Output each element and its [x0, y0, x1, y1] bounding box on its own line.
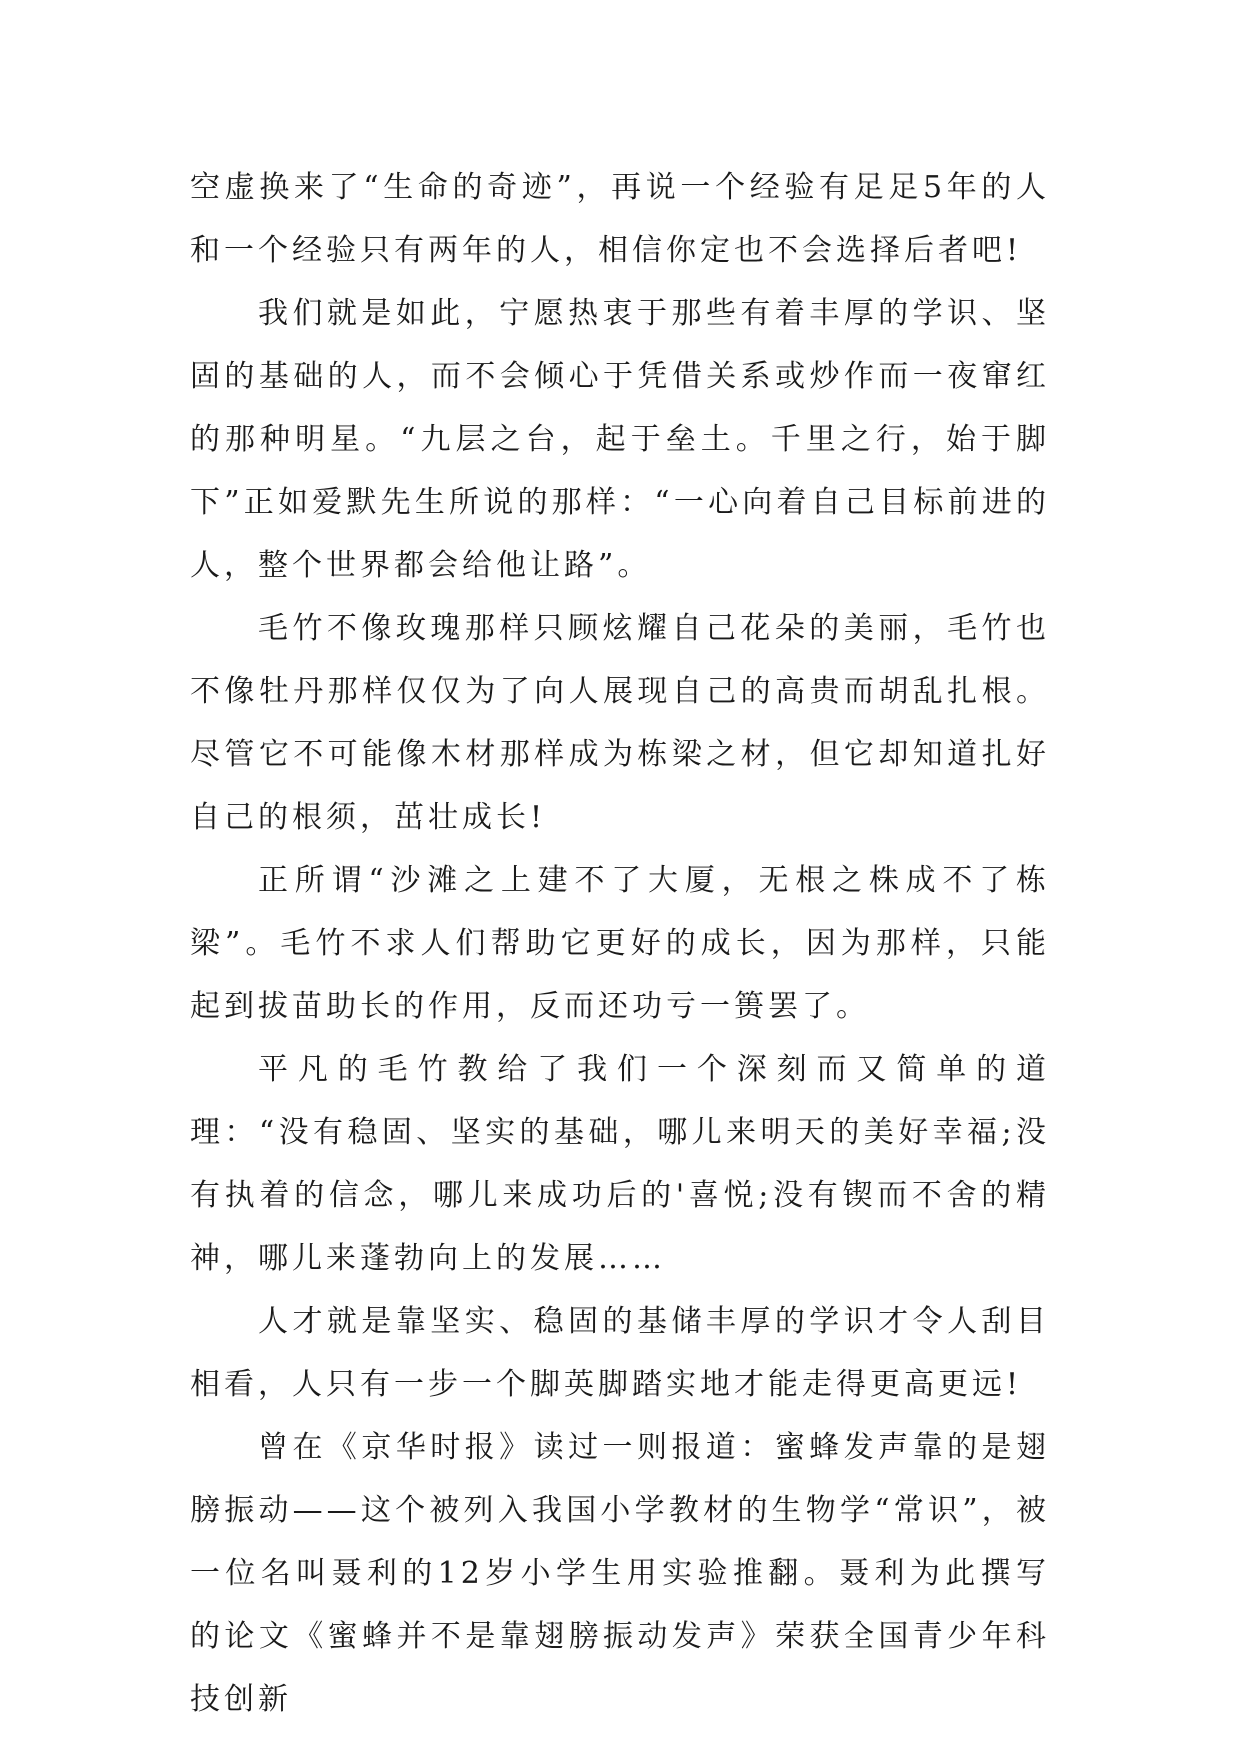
paragraph: 曾在《京华时报》读过一则报道：蜜蜂发声靠的是翅膀振动——这个被列入我国小学教材的生物学“常识”，被一位名叫聂利的12岁小学生用实验推翻。聂利为此撰写的论文《蜜蜂并不是靠翅膀振动发声》荣获全国青少年科技创新 — [190, 1430, 1050, 1717]
paragraph: 人才就是靠坚实、稳固的基储丰厚的学识才令人刮目相看，人只有一步一个脚英脚踏实地才能走得更高更远! — [190, 1304, 1050, 1402]
paragraph: 毛竹不像玫瑰那样只顾炫耀自己花朵的美丽，毛竹也不像牡丹那样仅仅为了向人展现自己的高贵而胡乱扎根。尽管它不可能像木材那样成为栋梁之材，但它却知道扎好自己的根须，茁壮成长! — [190, 611, 1050, 835]
paragraph-continuation: 空虚换来了“生命的奇迹”，再说一个经验有足足5年的人和一个经验只有两年的人，相信你定也不会选择后者吧! — [190, 170, 1050, 268]
paragraph: 正所谓“沙滩之上建不了大厦，无根之株成不了栋梁”。毛竹不求人们帮助它更好的成长，因为那样，只能起到拔苗助长的作用，反而还功亏一篑罢了。 — [190, 863, 1050, 1024]
paragraph: 我们就是如此，宁愿热衷于那些有着丰厚的学识、坚固的基础的人，而不会倾心于凭借关系或炒作而一夜窜红的那种明星。“九层之台，起于垒土。千里之行，始于脚下”正如爱默先生所说的那样：“一心向着自己目标前进的人，整个世界都会给他让路”。 — [190, 296, 1050, 583]
paragraph: 平凡的毛竹教给了我们一个深刻而又简单的道理：“没有稳固、坚实的基础，哪儿来明天的美好幸福;没有执着的信念，哪儿来成功后的'喜悦;没有锲而不舍的精神，哪儿来蓬勃向上的发展…… — [190, 1052, 1050, 1276]
document-body — [190, 156, 1050, 1731]
